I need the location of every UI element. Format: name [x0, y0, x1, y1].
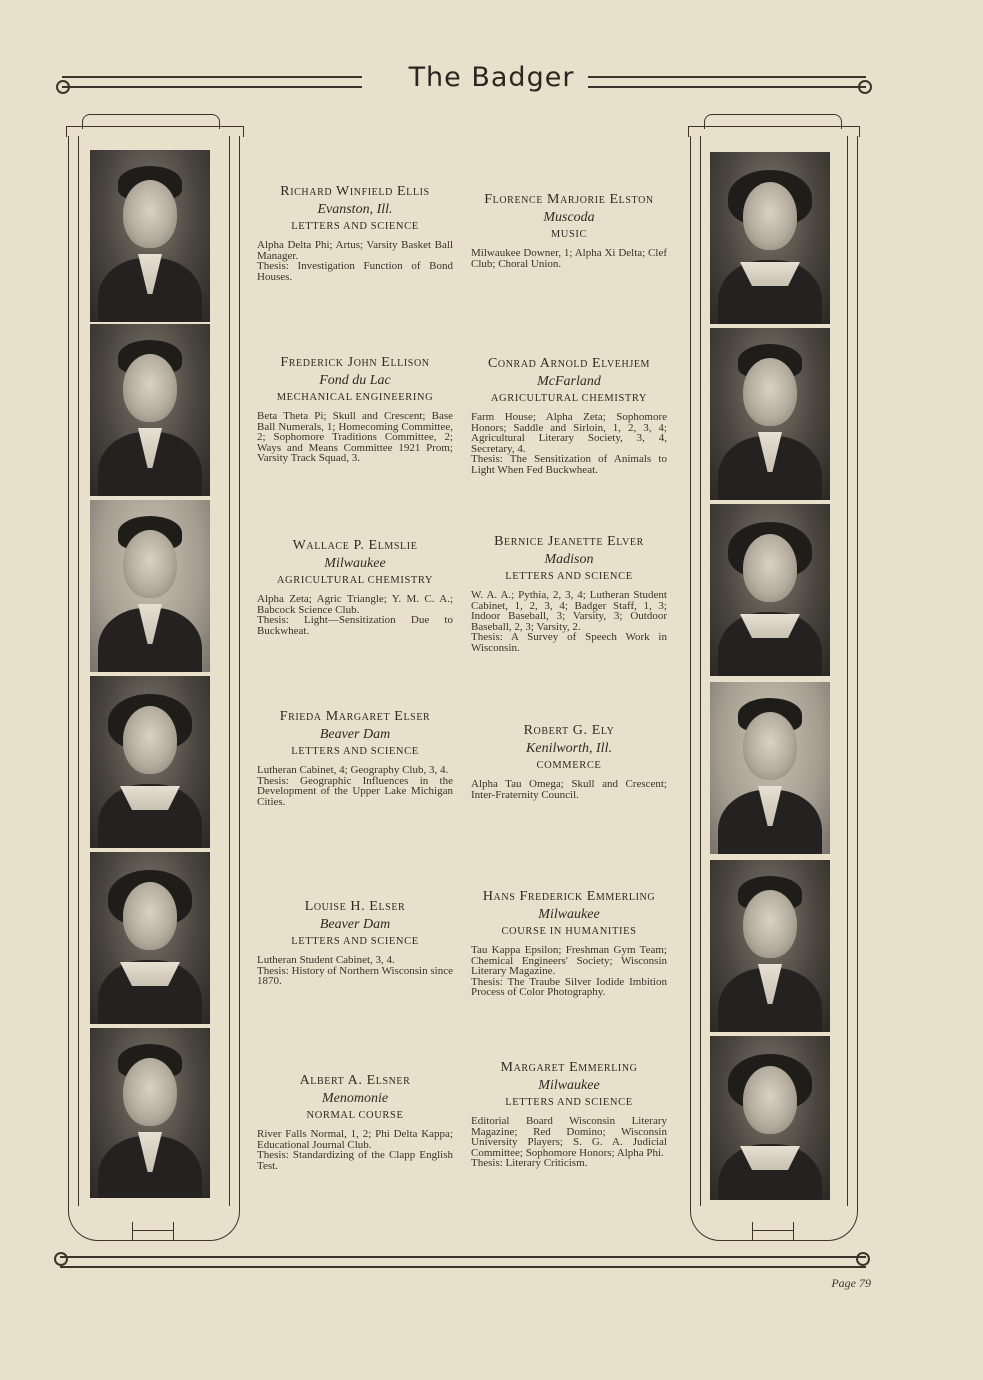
student-name: Margaret Emmerling [500, 1060, 638, 1075]
student-entry [471, 722, 667, 800]
student-name: Wallace P. Elmslie [292, 538, 418, 553]
activities-line: Lutheran Cabinet, 4; Geography Club, 3, 4. [257, 764, 449, 776]
student-entry [471, 533, 667, 654]
student-activities [257, 765, 453, 807]
activities-line: Tau Kappa Epsilon; Freshman Gym Team; Chemical Engineers' Society; Wisconsin Literary Magazine. [471, 944, 667, 978]
student-activities [257, 594, 453, 636]
thesis-line: Thesis: Investigation Function of Bond Houses. [257, 260, 453, 283]
page-title: The Badger [0, 62, 983, 93]
portrait-photo [710, 152, 830, 324]
student-course: AGRICULTURAL CHEMISTRY [276, 575, 434, 586]
footer-rule [60, 1256, 866, 1268]
page-number: Page 79 [831, 1276, 871, 1290]
student-course: AGRICULTURAL CHEMISTRY [490, 393, 648, 404]
student-course: MUSIC [550, 229, 588, 240]
thesis-line: Thesis: A Survey of Speech Work in Wisconsin. [471, 631, 667, 654]
student-hometown: Kenilworth, Ill. [526, 741, 612, 756]
student-entry [471, 191, 667, 269]
portrait-photo [90, 676, 210, 848]
student-name: Frieda Margaret Elser [279, 709, 431, 724]
student-hometown: Milwaukee [324, 556, 386, 571]
student-entry [257, 183, 453, 282]
student-hometown: Fond du Lac [319, 373, 391, 388]
student-activities [471, 779, 667, 800]
student-hometown: McFarland [537, 374, 601, 389]
scroll-ornament-icon [54, 1252, 68, 1266]
activities-line: Farm House; Alpha Zeta; Sophomore Honors; Saddle and Sirloin, 1, 2, 3, 4; Agricultural Literary Society, 3, 4, Secretary, 4. [471, 411, 667, 455]
scroll-ornament-icon [856, 1252, 870, 1266]
student-activities [471, 590, 667, 654]
student-entry [257, 898, 453, 987]
portrait-photo [90, 500, 210, 672]
student-entry [471, 1059, 667, 1169]
left-column-base-ornament [132, 1222, 174, 1240]
student-course: NORMAL COURSE [306, 1110, 404, 1121]
portrait-photo [90, 150, 210, 322]
portrait-photo [710, 328, 830, 500]
student-entry [257, 354, 453, 464]
student-course: LETTERS AND SCIENCE [291, 221, 419, 232]
student-activities [257, 1129, 453, 1171]
student-name: Florence Marjorie Elston [484, 192, 654, 207]
activities-line: Lutheran Student Cabinet, 3, 4. [257, 954, 395, 966]
activities-line: Alpha Delta Phi; Artus; Varsity Basket Ball Manager. [257, 239, 453, 262]
activities-line: Alpha Tau Omega; Skull and Crescent; Inter-Fraternity Council. [471, 778, 667, 801]
thesis-line: Thesis: Light—Sensitization Due to Buckwheat. [257, 614, 453, 637]
student-name: Bernice Jeanette Elver [494, 534, 644, 549]
student-course: LETTERS AND SCIENCE [505, 571, 633, 582]
student-activities [471, 248, 667, 269]
activities-line: River Falls Normal, 1, 2; Phi Delta Kappa; Educational Journal Club. [257, 1128, 453, 1151]
thesis-line: Thesis: Standardizing of the Clapp English Test. [257, 1149, 453, 1172]
thesis-line: Thesis: Literary Criticism. [471, 1157, 588, 1170]
student-hometown: Evanston, Ill. [317, 202, 393, 217]
student-name: Frederick John Ellison [280, 355, 430, 370]
student-entry [471, 888, 667, 998]
student-name: Albert A. Elsner [299, 1073, 411, 1088]
student-hometown: Muscoda [543, 210, 595, 225]
portrait-photo [710, 504, 830, 676]
student-name: Louise H. Elser [304, 899, 406, 914]
portrait-photo [90, 1028, 210, 1198]
student-activities [471, 412, 667, 476]
student-course: COURSE IN HUMANITIES [501, 926, 637, 937]
activities-line: Editorial Board Wisconsin Literary Magazine; Red Domino; Wisconsin University Players; S. G. A. Judicial Committee; Sophomore Honors; Alpha Phi. [471, 1115, 667, 1159]
student-entry [257, 708, 453, 807]
student-course: MECHANICAL ENGINEERING [276, 392, 434, 403]
student-hometown: Madison [544, 552, 594, 567]
activities-line: Beta Theta Pi; Skull and Crescent; Base Ball Numerals, 1; Homecoming Committee, 2; Sophomore Traditions Committee, 2; Ways and Means Committee 1921 Prom; Varsity Track Squad, 3. [257, 410, 453, 465]
student-hometown: Milwaukee [538, 907, 600, 922]
student-name: Robert G. Ely [523, 723, 615, 738]
portrait-photo [710, 860, 830, 1032]
thesis-line: Thesis: The Sensitization of Animals to Light When Fed Buckwheat. [471, 453, 667, 476]
portrait-photo [710, 1036, 830, 1200]
student-hometown: Menomonie [321, 1091, 389, 1106]
student-name: Conrad Arnold Elvehjem [487, 356, 651, 371]
student-course: LETTERS AND SCIENCE [291, 746, 419, 757]
student-name: Hans Frederick Emmerling [482, 889, 656, 904]
student-activities [257, 240, 453, 282]
activities-line: Alpha Zeta; Agric Triangle; Y. M. C. A.; Babcock Science Club. [257, 593, 453, 616]
student-entry [257, 1072, 453, 1171]
student-activities [471, 1116, 667, 1169]
student-course: COMMERCE [536, 760, 602, 771]
thesis-line: Thesis: The Traube Silver Iodide Imbition Process of Color Photography. [471, 975, 667, 999]
student-activities [257, 411, 453, 464]
activities-line: Milwaukee Downer, 1; Alpha Xi Delta; Clef Club; Choral Union. [471, 247, 667, 270]
portrait-photo [90, 852, 210, 1024]
student-entry [471, 355, 667, 476]
student-name: Richard Winfield Ellis [280, 184, 430, 199]
student-activities [471, 945, 667, 998]
thesis-line: Thesis: Geographic Influences in the Development of the Upper Lake Michigan Cities. [257, 774, 453, 808]
student-course: LETTERS AND SCIENCE [505, 1097, 633, 1108]
student-hometown: Milwaukee [538, 1078, 600, 1093]
student-activities [257, 955, 453, 987]
portrait-photo [710, 682, 830, 854]
student-entry [257, 537, 453, 636]
student-course: LETTERS AND SCIENCE [291, 936, 419, 947]
portrait-photo [90, 324, 210, 496]
student-hometown: Beaver Dam [319, 727, 391, 742]
student-hometown: Beaver Dam [319, 917, 391, 932]
thesis-line: Thesis: History of Northern Wisconsin since 1870. [257, 964, 453, 988]
activities-line: W. A. A.; Pythia, 2, 3, 4; Lutheran Student Cabinet, 1, 2, 3, 4; Badger Staff, 1, 3; Indoor Baseball, 3; Varsity, 3; Outdoor Baseball, 2, 3; Varsity, 2. [471, 589, 667, 633]
right-column-base-ornament [752, 1222, 794, 1240]
